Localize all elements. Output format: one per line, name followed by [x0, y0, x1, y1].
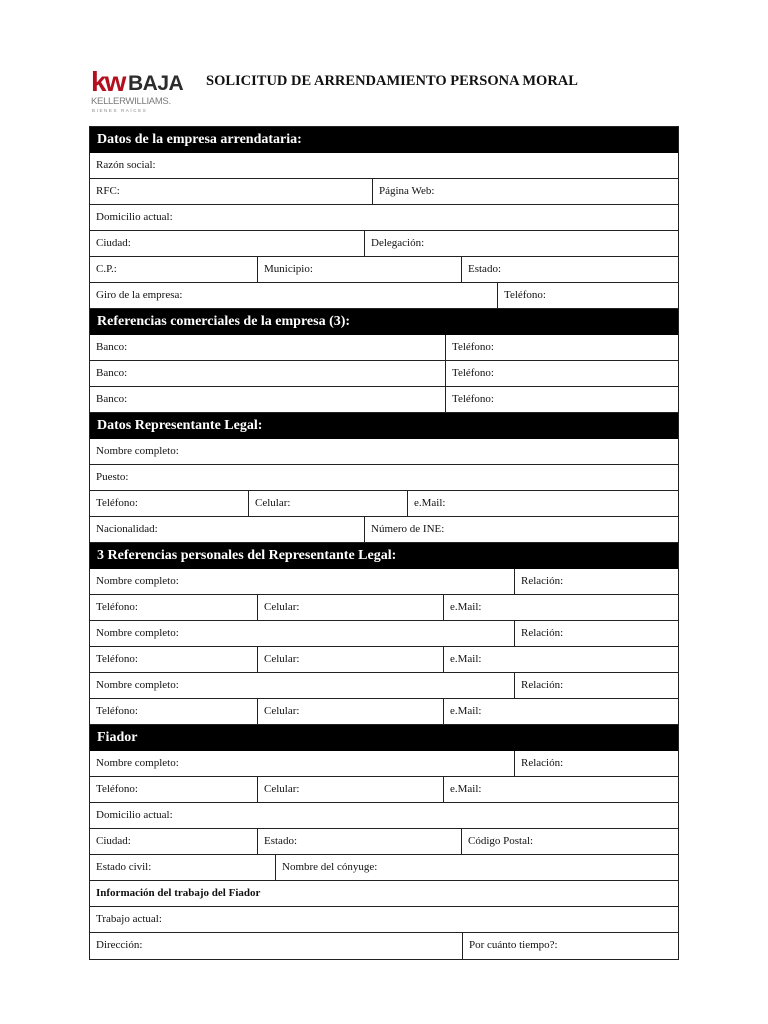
field-nombre-completo[interactable]: Nombre completo: — [90, 569, 515, 594]
field-telefono[interactable]: Teléfono: — [452, 393, 494, 405]
form-row — [90, 179, 678, 205]
field-ciudad[interactable]: Ciudad: — [90, 231, 365, 256]
field-telefono[interactable]: Teléfono: — [90, 647, 258, 672]
form-row — [90, 933, 678, 959]
field-codigo-postal[interactable]: Código Postal: — [468, 835, 534, 847]
logo-keller-williams: KELLERWILLIAMS. — [91, 96, 171, 107]
field-e-mail[interactable]: e.Mail: — [450, 601, 482, 613]
field-municipio[interactable]: Municipio: — [258, 257, 462, 282]
field-telefono[interactable]: Teléfono: — [452, 367, 494, 379]
field-relacion[interactable]: Relación: — [521, 575, 564, 587]
form-row — [90, 335, 678, 361]
form-row — [90, 439, 678, 465]
field-nombre-completo[interactable]: Nombre completo: — [96, 445, 179, 457]
field-telefono[interactable]: Teléfono: — [90, 491, 249, 516]
field-banco[interactable]: Banco: — [90, 361, 446, 386]
section-header: Referencias comerciales de la empresa (3): — [90, 309, 678, 335]
form-row — [90, 881, 678, 907]
form-row — [90, 751, 678, 777]
field-relacion[interactable]: Relación: — [521, 627, 564, 639]
form-row — [90, 361, 678, 387]
field-rfc[interactable]: RFC: — [90, 179, 373, 204]
form-row — [90, 153, 678, 179]
kw-baja-logo — [91, 66, 184, 116]
form-row — [90, 283, 678, 309]
field-nombre-completo[interactable]: Nombre completo: — [90, 751, 515, 776]
field-e-mail[interactable]: e.Mail: — [450, 653, 482, 665]
form-row — [90, 231, 678, 257]
field-razon-social[interactable]: Razón social: — [96, 159, 156, 171]
field-domicilio-actual[interactable]: Domicilio actual: — [96, 211, 173, 223]
field-informacion-del-trabajo-del-fiador: Información del trabajo del Fiador — [96, 887, 261, 899]
field-telefono[interactable]: Teléfono: — [452, 341, 494, 353]
section-header: Fiador — [90, 725, 678, 751]
field-telefono[interactable]: Teléfono: — [90, 595, 258, 620]
form-row — [90, 257, 678, 283]
field-pagina-web[interactable]: Página Web: — [379, 185, 435, 197]
field-celular[interactable]: Celular: — [258, 595, 444, 620]
field-estado[interactable]: Estado: — [258, 829, 462, 854]
form-row — [90, 855, 678, 881]
application-form — [89, 126, 679, 960]
field-telefono[interactable]: Teléfono: — [90, 699, 258, 724]
field-celular[interactable]: Celular: — [258, 647, 444, 672]
field-celular[interactable]: Celular: — [258, 699, 444, 724]
field-nacionalidad[interactable]: Nacionalidad: — [90, 517, 365, 542]
field-nombre-completo[interactable]: Nombre completo: — [90, 673, 515, 698]
field-e-mail[interactable]: e.Mail: — [450, 705, 482, 717]
field-giro-de-la-empresa[interactable]: Giro de la empresa: — [90, 283, 498, 308]
field-nombre-del-conyuge[interactable]: Nombre del cónyuge: — [282, 861, 378, 873]
field-ciudad[interactable]: Ciudad: — [90, 829, 258, 854]
field-domicilio-actual[interactable]: Domicilio actual: — [96, 809, 173, 821]
form-row — [90, 777, 678, 803]
form-row — [90, 465, 678, 491]
field-telefono[interactable]: Teléfono: — [90, 777, 258, 802]
form-row — [90, 907, 678, 933]
section-header: 3 Referencias personales del Representante Legal: — [90, 543, 678, 569]
field-e-mail[interactable]: e.Mail: — [450, 783, 482, 795]
field-numero-de-ine[interactable]: Número de INE: — [371, 523, 445, 535]
section-header: Datos Representante Legal: — [90, 413, 678, 439]
form-row — [90, 803, 678, 829]
field-nombre-completo[interactable]: Nombre completo: — [90, 621, 515, 646]
field-celular[interactable]: Celular: — [249, 491, 408, 516]
field-e-mail[interactable]: e.Mail: — [414, 497, 446, 509]
form-row — [90, 699, 678, 725]
logo-tagline: BIENES RAÍCES — [92, 108, 148, 113]
form-row — [90, 569, 678, 595]
field-banco[interactable]: Banco: — [90, 387, 446, 412]
form-row — [90, 205, 678, 231]
form-row — [90, 387, 678, 413]
form-row — [90, 647, 678, 673]
form-row — [90, 595, 678, 621]
form-row — [90, 829, 678, 855]
form-row — [90, 491, 678, 517]
logo-kw: kw — [91, 66, 125, 97]
document-title: SOLICITUD DE ARRENDAMIENTO PERSONA MORAL — [206, 73, 578, 89]
form-row — [90, 673, 678, 699]
logo-baja: BAJA — [128, 72, 184, 95]
field-banco[interactable]: Banco: — [90, 335, 446, 360]
form-row — [90, 621, 678, 647]
field-telefono[interactable]: Teléfono: — [504, 289, 546, 301]
field-trabajo-actual[interactable]: Trabajo actual: — [96, 913, 162, 925]
field-relacion[interactable]: Relación: — [521, 679, 564, 691]
form-row — [90, 517, 678, 543]
field-delegacion[interactable]: Delegación: — [371, 237, 425, 249]
section-header: Datos de la empresa arrendataria: — [90, 127, 678, 153]
field-por-cuanto-tiempo[interactable]: Por cuánto tiempo?: — [469, 939, 558, 951]
field-direccion[interactable]: Dirección: — [90, 933, 463, 959]
field-c-p[interactable]: C.P.: — [90, 257, 258, 282]
field-estado-civil[interactable]: Estado civil: — [90, 855, 276, 880]
field-puesto[interactable]: Puesto: — [96, 471, 129, 483]
field-relacion[interactable]: Relación: — [521, 757, 564, 769]
field-celular[interactable]: Celular: — [258, 777, 444, 802]
field-estado[interactable]: Estado: — [468, 263, 501, 275]
